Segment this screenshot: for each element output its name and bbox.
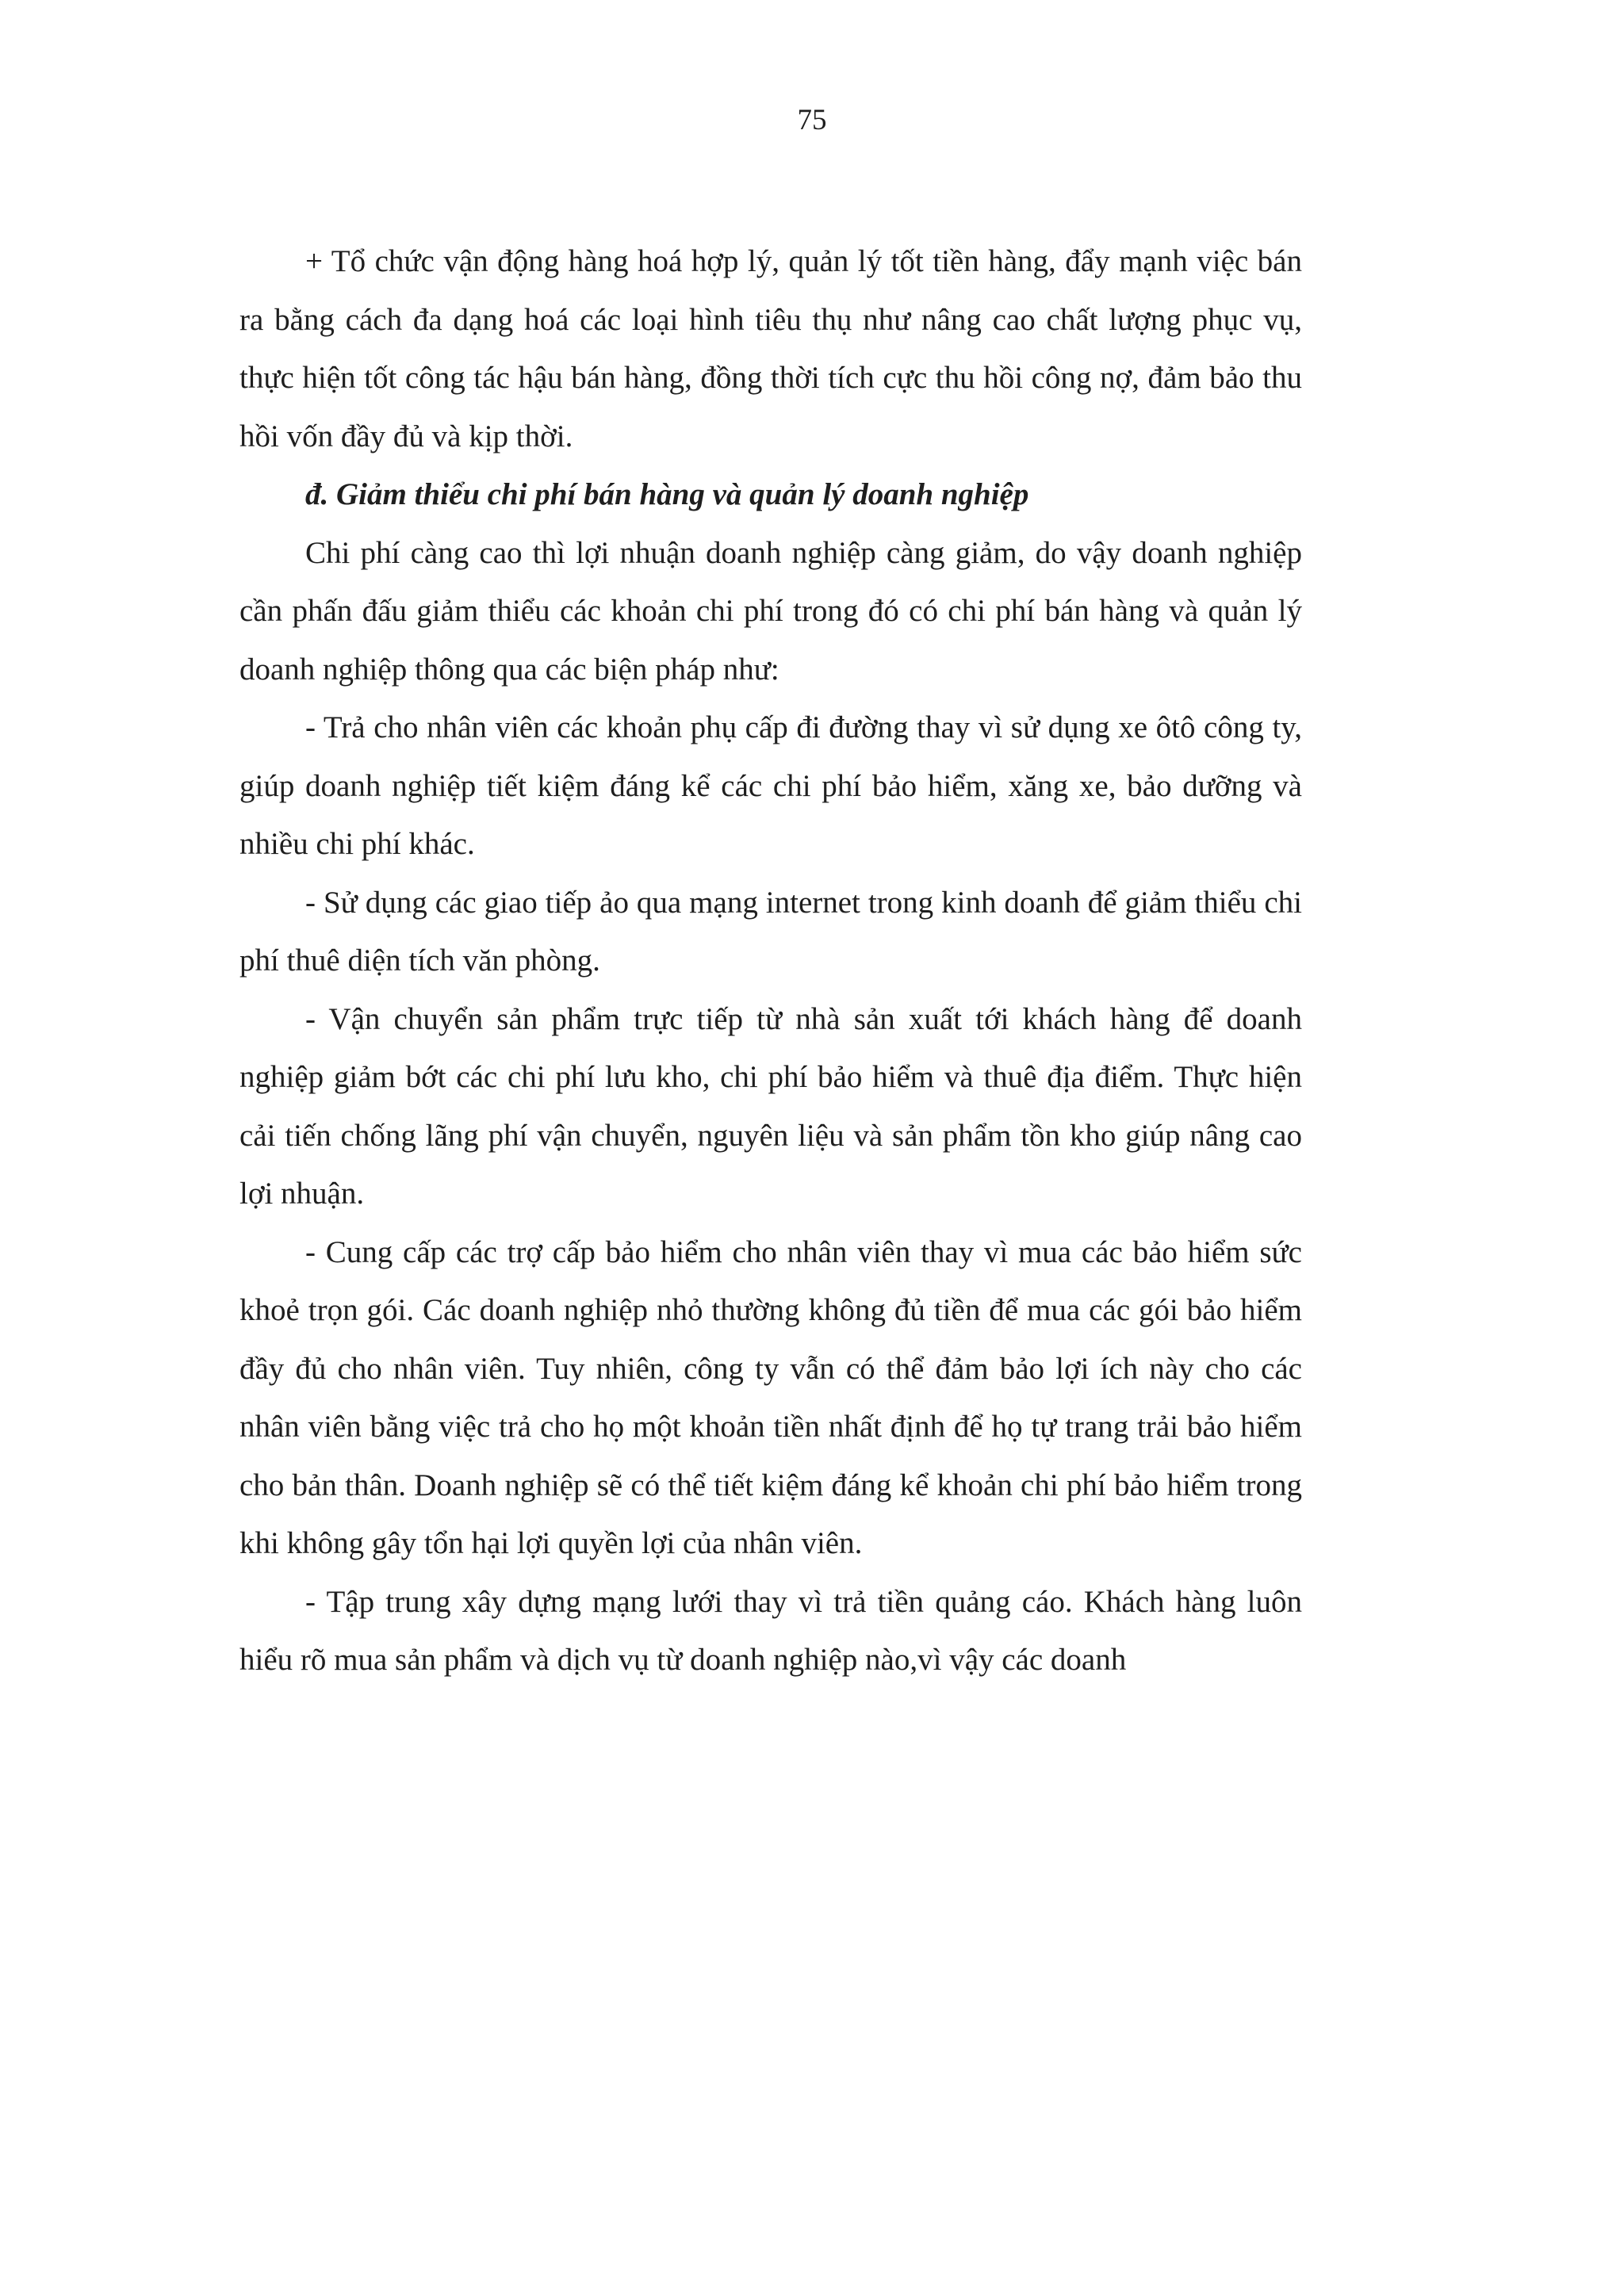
paragraph-direct-shipping: - Vận chuyển sản phẩm trực tiếp từ nhà sản xuất tới khách hàng để doanh nghiệp giảm bớt các chi phí lưu kho, chi phí bảo hiểm và thuê địa điểm. Thực hiện cải tiến chống lãng phí vận chuyển, nguyên liệu và sản phẩm tồn kho giúp nâng cao lợi nhuận.: [239, 1001, 1302, 1211]
section-heading: đ. Giảm thiểu chi phí bán hàng và quản lý doanh nghiệp: [305, 477, 1029, 511]
paragraph-goods-management: + Tổ chức vận động hàng hoá hợp lý, quản lý tốt tiền hàng, đẩy mạnh việc bán ra bằng cách đa dạng hoá các loại hình tiêu thụ như nâng cao chất lượng phục vụ, thực hiện tốt công tác hậu bán hàng, đồng thời tích cực thu hồi công nợ, đảm bảo thu hồi vốn đầy đủ và kịp thời.: [239, 244, 1302, 453]
page-number: 75: [797, 104, 827, 136]
paragraph-network-building: - Tập trung xây dựng mạng lưới thay vì trả tiền quảng cáo. Khách hàng luôn hiểu rõ mua sản phẩm và dịch vụ từ doanh nghiệp nào,vì vậy các doanh: [239, 1584, 1302, 1677]
paragraph-travel-allowance: - Trả cho nhân viên các khoản phụ cấp đi đường thay vì sử dụng xe ôtô công ty, giúp doanh nghiệp tiết kiệm đáng kể các chi phí bảo hiểm, xăng xe, bảo dưỡng và nhiều chi phí khác.: [239, 710, 1302, 861]
paragraph-cost-intro: Chi phí càng cao thì lợi nhuận doanh nghiệp càng giảm, do vậy doanh nghiệp cần phấn đấu giảm thiểu các khoản chi phí trong đó có chi phí bán hàng và quản lý doanh nghiệp thông qua các biện pháp như:: [239, 535, 1302, 687]
document-body: [239, 232, 1302, 1689]
paragraph-insurance-allowance: - Cung cấp các trợ cấp bảo hiểm cho nhân viên thay vì mua các bảo hiểm sức khoẻ trọn gói. Các doanh nghiệp nhỏ thường không đủ tiền để mua các gói bảo hiểm đầy đủ cho nhân viên. Tuy nhiên, công ty vẫn có thể đảm bảo lợi ích này cho các nhân viên bằng việc trả cho họ một khoản tiền nhất định để họ tự trang trải bảo hiểm cho bản thân. Doanh nghiệp sẽ có thể tiết kiệm đáng kể khoản chi phí bảo hiểm trong khi không gây tổn hại lợi quyền lợi của nhân viên.: [239, 1234, 1302, 1560]
paragraph-virtual-communication: - Sử dụng các giao tiếp ảo qua mạng internet trong kinh doanh để giảm thiểu chi phí thuê diện tích văn phòng.: [239, 885, 1302, 978]
